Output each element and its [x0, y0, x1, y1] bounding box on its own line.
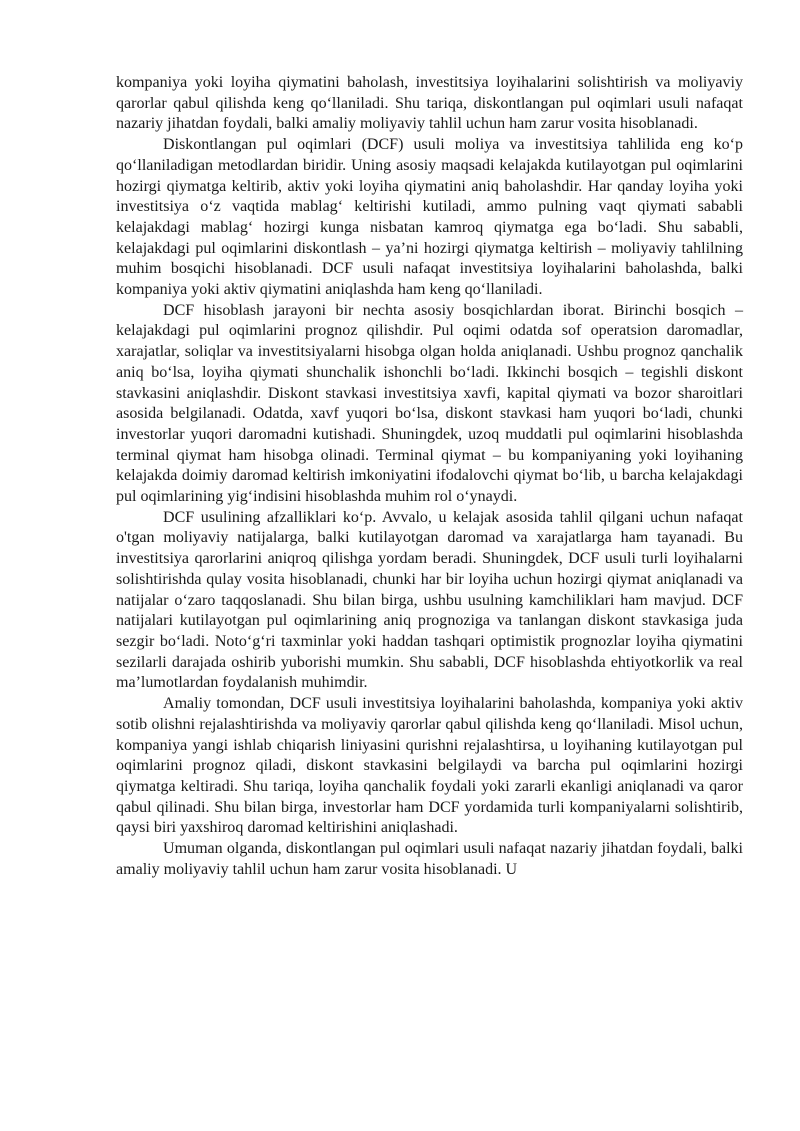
paragraph-dcf-advantages: DCF usulining afzalliklari ko‘p. Avvalo, u kelajak asosida tahlil qilgani uchun nafaqat o'tgan moliyaviy natijalarga, balki kutilayotgan daromad va xarajatlarga ham tayanadi. Bu investitsiya qarorlarini aniqroq qilishga yordam beradi. Shuningdek, DCF usuli turli loyihalarni solishtirishda qulay vosita hisoblanadi, chunki har bir loyiha uchun hozirgi qiymat aniqlanadi va natijalar o‘zaro taqqoslanadi. Shu bilan birga, ushbu usulning kamchiliklari ham mavjud. DCF natijalari kutilayotgan pul oqimlarining aniq prognoziga va tanlangan diskont stavkasiga juda sezgir bo‘ladi. Noto‘g‘ri taxminlar yoki haddan tashqari optimistik prognozlar loyiha qiymatini sezilarli darajada oshirib yuborishi mumkin. Shu sababli, DCF hisoblashda ehtiyotkorlik va real ma’lumotlardan foydalanish muhimdir. [116, 508, 743, 692]
paragraph-continuation: kompaniya yoki loyiha qiymatini baholash, investitsiya loyihalarini solishtirish va moliyaviy qarorlar qabul qilishda keng qo‘llaniladi. Shu tariqa, diskontlangan pul oqimlari usuli nafaqat nazariy jihatdan foydali, balki amaliy moliyaviy tahlil uchun ham zarur vosita hisoblanadi. [116, 74, 743, 133]
paragraph-dcf-definition: Diskontlangan pul oqimlari (DCF) usuli moliya va investitsiya tahlilida eng ko‘p qo‘llaniladigan metodlardan biridir. Uning asosiy maqsadi kelajakda kutilayotgan pul oqimlarini hozirgi qiymatga keltirib, aktiv yoki loyiha qiymatini aniq baholashdir. Har qanday loyiha yoki investitsiya o‘z vaqtida mablag‘ keltirishi kutiladi, ammo pulning vaqt qiymati sababli kelajakdagi mablag‘ hozirgi kunga nisbatan kamroq qiymatga ega bo‘ladi. Shu sababli, kelajakdagi pul oqimlarini diskontlash – ya’ni hozirgi qiymatga keltirish – moliyaviy tahlilning muhim bosqichi hisoblanadi. DCF usuli nafaqat investitsiya loyihalarini baholashda, balki kompaniya yoki aktiv qiymatini aniqlashda ham keng qo‘llaniladi. [116, 136, 743, 299]
paragraph-dcf-practice: Amaliy tomondan, DCF usuli investitsiya loyihalarini baholashda, kompaniya yoki aktiv sotib olishni rejalashtirishda va moliyaviy qarorlar qabul qilishda keng qo‘llaniladi. Misol uchun, kompaniya yangi ishlab chiqarish liniyasini qurishni rejalashtirsa, u loyihaning kutilayotgan pul oqimlarini prognoz qiladi, diskont stavkasini belgilaydi va barcha pul oqimlarini hozirgi qiymatga keltiradi. Shu tariqa, loyiha qanchalik foydali yoki zararli ekanligi aniqlanadi va qaror qabul qilinadi. Shu bilan birga, investorlar ham DCF yordamida turli kompaniyalarni solishtirib, qaysi biri yaxshiroq daromad keltirishini aniqlashadi. [116, 695, 743, 837]
document-page [116, 73, 743, 880]
paragraph-conclusion: Umuman olganda, diskontlangan pul oqimlari usuli nafaqat nazariy jihatdan foydali, balki amaliy moliyaviy tahlil uchun ham zarur vosita hisoblanadi. U [116, 840, 743, 878]
paragraph-dcf-process: DCF hisoblash jarayoni bir nechta asosiy bosqichlardan iborat. Birinchi bosqich – kelajakdagi pul oqimlarini prognoz qilishdir. Pul oqimi odatda sof operatsion daromadlar, xarajatlar, soliqlar va investitsiyalarni hisobga olgan holda aniqlanadi. Ushbu prognoz qanchalik aniq bo‘lsa, loyiha qiymati shunchalik ishonchli bo‘ladi. Ikkinchi bosqich – tegishli diskont stavkasini aniqlashdir. Diskont stavkasi investitsiya xavfi, kapital qiymati va bozor sharoitlari asosida belgilanadi. Odatda, xavf yuqori bo‘lsa, diskont stavkasi ham yuqori bo‘ladi, chunki investorlar yuqori daromadni kutishadi. Shuningdek, uzoq muddatli pul oqimlarini hisoblashda terminal qiymat ham hisobga olinadi. Terminal qiymat – bu kompaniyaning yoki loyihaning kelajakda doimiy daromad keltirish imkoniyatini ifodalovchi qiymat bo‘lib, u barcha kelajakdagi pul oqimlarining yig‘indisini hisoblashda muhim rol o‘ynaydi. [116, 301, 743, 506]
